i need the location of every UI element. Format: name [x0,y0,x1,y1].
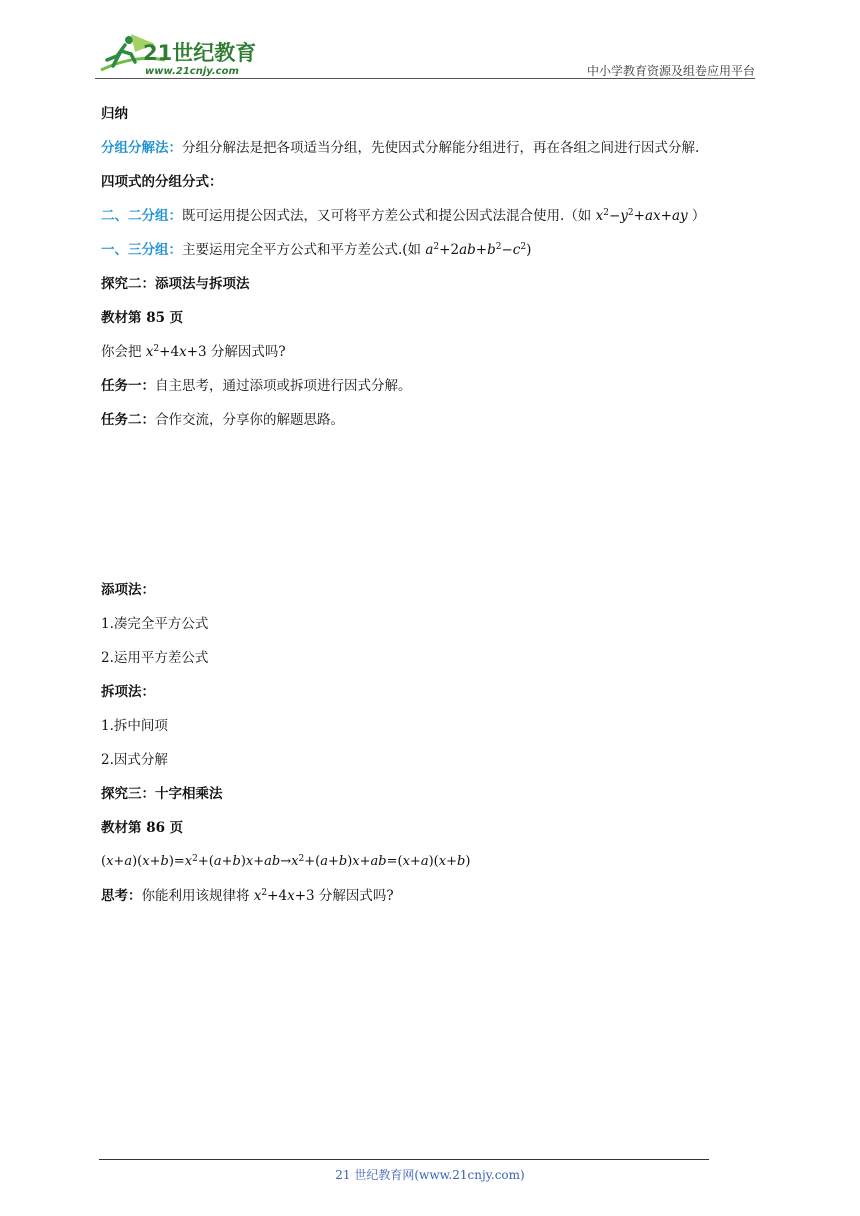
platform-title: 中小学教育资源及组卷应用平台 [586,64,755,78]
svg-text:www.21cnjy.com: www.21cnjy.com [145,66,239,77]
summary-heading: 归纳 [101,106,128,122]
one-three-label: 一、三分组： [101,242,182,258]
task2-paragraph [101,410,344,430]
question-formula: $x^2+4x+3$ [145,344,211,360]
textbook-85-heading: 教材第 85 页 [101,310,184,326]
footer-link[interactable]: 21 世纪教育网(www.21cnjy.com) [335,1168,525,1182]
add-term-heading: 添项法： [101,582,155,598]
think-formula: $x^2+4x+3$ [253,888,319,904]
task1-paragraph [101,376,412,396]
two-two-text: 既可运用提公因式法，又可将平方差公式和提公因式法混合使用.（如 [182,208,596,224]
two-two-formula: $x^2-y^2+ax+ay$ [595,208,688,224]
split-step-2: 2.因式分解 [101,752,168,768]
textbook-86-heading: 教材第 86 页 [101,820,184,836]
footer-divider [99,1159,709,1160]
group-method-label: 分组分解法： [101,140,182,156]
think-paragraph [101,886,394,906]
svg-text:21世纪教育: 21世纪教育 [143,41,257,65]
split-step-1: 1.拆中间项 [101,718,168,734]
two-two-label: 二、二分组： [101,208,182,224]
one-three-paragraph [101,240,531,260]
page-header [95,30,755,78]
task1-label: 任务一： [101,378,155,394]
question-suffix: 分解因式吗? [210,344,286,360]
four-term-heading: 四项式的分组分式： [101,174,223,190]
one-three-text: 主要运用完全平方公式和平方差公式.(如 [182,242,426,258]
explore2-heading: 探究二：添项法与拆项法 [101,276,250,292]
task2-text: 合作交流，分享你的解题思路。 [155,412,344,428]
split-term-heading: 拆项法： [101,684,155,700]
think-suffix: 分解因式吗? [318,888,394,904]
one-three-close: ) [526,242,532,258]
task2-label: 任务二： [101,412,155,428]
group-method-text: 分组分解法是把各项适当分组，先使因式分解能分组进行，再在各组之间进行因式分解. [182,140,700,156]
group-method-paragraph [101,138,699,158]
question-prefix: 你会把 [101,344,146,360]
one-three-formula: $a^2+2ab+b^2-c^2$ [425,242,527,258]
two-two-close: ） [687,208,706,224]
cross-multiplication-formula: $(x+a)(x+b)=x^2+(a+b)x+ab\to x^2+(a+b)x+ab=(x+a)(x+b)$ [101,854,471,869]
add-step-2: 2.运用平方差公式 [101,650,209,666]
task1-text: 自主思考，通过添项或拆项进行因式分解。 [155,378,412,394]
add-step-1: 1.凑完全平方公式 [101,616,209,632]
think-label: 思考： [101,888,142,904]
header-divider [95,78,755,79]
runner-logo-icon [95,30,265,78]
explore3-heading: 探究三：十字相乘法 [101,786,223,802]
logo-21cnjy [95,30,265,78]
factor-question [101,342,286,362]
think-prefix: 你能利用该规律将 [141,888,254,904]
two-two-paragraph [101,206,705,226]
